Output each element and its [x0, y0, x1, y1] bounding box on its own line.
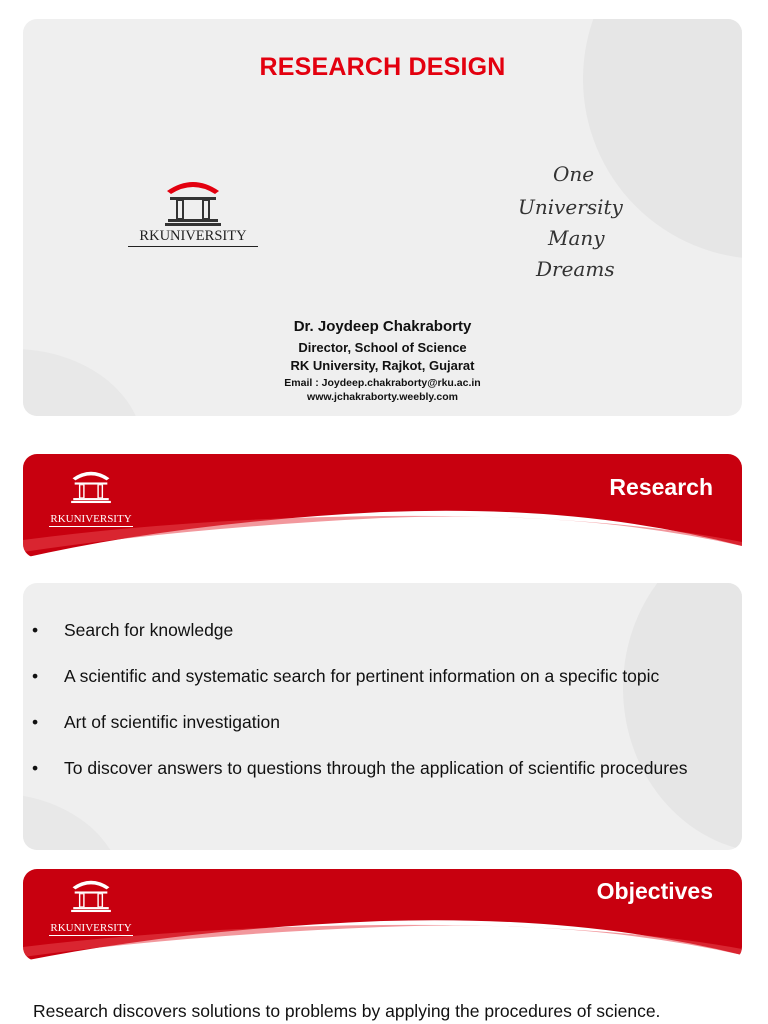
tagline-line-2: University [518, 195, 623, 219]
research-header-slide [23, 454, 742, 558]
list-item: • To discover answers to questions through the application of scientific procedures [32, 758, 688, 778]
pillars-icon [69, 877, 113, 913]
author-block [23, 318, 742, 403]
logo-wordmark: RKUNIVERSITY [50, 513, 132, 525]
author-email: Email : Joydeep.chakraborty@rku.ac.in [284, 377, 481, 389]
objectives-body-text: Research discovers solutions to problems by applying the procedures of science. [33, 1001, 661, 1021]
rku-logo [41, 877, 141, 936]
rku-logo [128, 177, 258, 247]
author-website: www.jchakraborty.weebly.com [307, 391, 458, 403]
tagline-line-3: Many [548, 226, 605, 250]
objectives-header-slide [23, 869, 742, 961]
slide-title: Objectives [596, 878, 713, 904]
tagline-line-1: One [553, 162, 595, 186]
title-slide [23, 19, 742, 416]
bullet-list [32, 619, 732, 803]
author-name: Dr. Joydeep Chakraborty [293, 318, 472, 335]
tagline-handwriting [478, 159, 668, 279]
pillars-icon [69, 468, 113, 504]
presentation-title: RESEARCH DESIGN [259, 53, 506, 81]
logo-wordmark: RKUNIVERSITY [128, 228, 258, 247]
list-item: • Art of scientific investigation [32, 712, 280, 732]
rku-logo [41, 468, 141, 527]
logo-wordmark: RKUNIVERSITY [50, 922, 132, 934]
slide-title: Research [609, 474, 713, 500]
list-item: • Search for knowledge [32, 620, 234, 640]
research-definition-slide [23, 583, 742, 850]
author-role: Director, School of Science [298, 340, 467, 355]
tagline-line-4: Dreams [536, 257, 615, 279]
author-institution: RK University, Rajkot, Gujarat [290, 358, 475, 373]
list-item: • A scientific and systematic search for pertinent information on a specific topic [32, 666, 660, 686]
pillars-icon [162, 177, 224, 227]
